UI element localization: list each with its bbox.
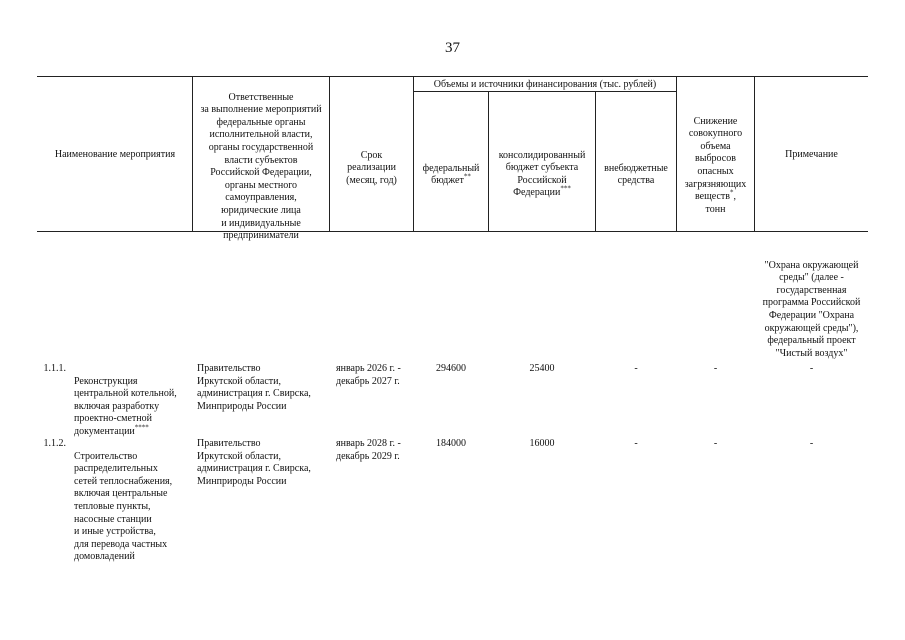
row-responsible: Правительство Иркутской области, администрация г. Свирска, Минприроды России (197, 438, 311, 487)
header-consolidated: консолидированный бюджет субъекта Российской Федерации*** (498, 149, 586, 199)
row-reduction: - (713, 363, 718, 374)
header-reduction: Снижение совокупного объема выбросов опасных загрязняющих веществ*, тонн (684, 115, 747, 215)
row-consolidated: 25400 (529, 363, 555, 374)
row-name: Строительство распределительных сетей теплоснабжения, включая центральные тепловые пункты, насосные станции и иные устройства, для перевода частных домовладений (74, 450, 173, 563)
footnote-mark: *** (560, 185, 571, 194)
row-responsible: Правительство Иркутской области, администрация г. Свирска, Минприроды России (197, 363, 311, 412)
row-name: Реконструкция центральной котельной, включая разработку проектно-сметной документации**** (74, 375, 177, 437)
row-federal: 184000 (436, 438, 466, 449)
row-extrabudget: - (634, 438, 638, 449)
row-consolidated: 16000 (529, 438, 555, 449)
header-term: Срок реализации (месяц, год) (346, 149, 397, 186)
header-name: Наименование мероприятия (54, 149, 176, 160)
header-extrabudget: внебюджетные средства (604, 162, 668, 187)
row-number: 1.1.1. (43, 363, 66, 374)
header-finance-group: Объемы и источники финансирования (тыс. рублей) (433, 79, 657, 90)
row-reduction: - (713, 438, 718, 449)
row-federal: 294600 (436, 363, 466, 374)
row-term: январь 2028 г. - декабрь 2029 г. (336, 438, 401, 462)
page-number: 37 (445, 40, 460, 56)
header-note: Примечание (785, 149, 838, 160)
row-note: - (809, 438, 814, 449)
header-federal: федеральный бюджет** (422, 162, 480, 187)
row-term: январь 2026 г. - декабрь 2027 г. (336, 363, 401, 387)
program-note: "Охрана окружающей среды" (далее - государственная программа Российской Федерации "Охрана окружающей среды"), федеральный проект "Чистый воздух" (762, 259, 861, 359)
row-extrabudget: - (634, 363, 638, 374)
footnote-mark: * (730, 188, 734, 197)
header-responsible: Ответственные за выполнение мероприятий федеральные органы исполнительной власти, органы государственной власти субъектов Российской Федерации, органы местного самоуправления, юридические лица и индивидуальные предприниматели (200, 91, 322, 242)
footnote-mark: **** (134, 423, 149, 432)
table-top-rule (37, 76, 868, 77)
footnote-mark: ** (463, 172, 471, 181)
header-bottom-rule (37, 231, 868, 232)
row-note: - (809, 363, 814, 374)
row-number: 1.1.2. (43, 438, 66, 449)
